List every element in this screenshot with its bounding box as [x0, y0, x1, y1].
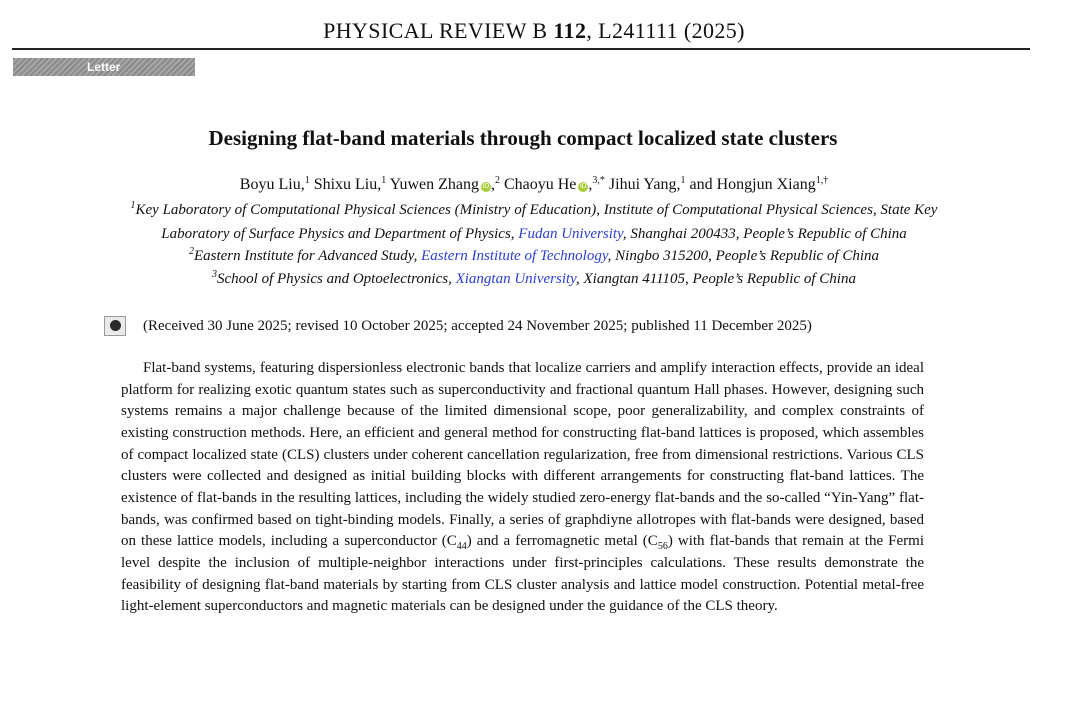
author-affil-mark: 1,† [815, 175, 829, 186]
affiliation-text: Laboratory of Surface Physics and Department of Physics, [161, 226, 519, 242]
affiliation-2 [0, 248, 1068, 265]
author-name[interactable]: Boyu Liu, [239, 176, 305, 193]
author-name[interactable]: Shixu Liu, [313, 176, 382, 193]
paper-title: Designing flat-band materials through compact localized state clusters [208, 126, 838, 150]
affiliation-text: School of Physics and Optoelectronics, [217, 271, 456, 287]
header-rule [12, 48, 1030, 50]
orcid-icon[interactable]: iD [482, 183, 490, 190]
crossmark-icon[interactable] [104, 316, 126, 336]
author-affil-mark: 1 [680, 175, 686, 186]
journal-volume: 112 [553, 18, 587, 43]
letter-tag: Letter [13, 58, 195, 76]
abstract-text: Flat-band systems, featuring dispersionless electronic bands that localize carriers and amplify interaction effects, provide an ideal platform for realizing exotic quantum states such as superconductivity and fractional quantum Hall phases. However, designing such systems remains a major challenge because of the limited dimensional scope, poor generalizability, and complex constraints of existing construction methods. Here, an efficient and general method for constructing flat-band lattices is proposed, which assembles of compact localized state (CLS) clusters under coherent cancellation regularization, free from dimensional restrictions. Various CLS clusters were collected and designed as initial building blocks with different arrangements for constructing flat-band lattices. The existence of flat-bands in the resulting lattices, including the widely studied zero-energy flat-bands and the so-called “Yin-Yang” flat-bands, was confirmed based on tight-binding models. Finally, a series of graphdiyne allotropes with flat-bands were designed, based on these lattice models, including a superconductor (C [121, 360, 924, 550]
author-affil-mark: 2 [494, 175, 500, 186]
abstract [121, 358, 924, 618]
abstract-text: ) with flat-bands that remain at the Fermi level despite the inclusion of multiple-neighbor interactions under first-principles calculations. These results demonstrate the feasibility of designing flat-band materials by starting from CLS cluster analysis and lattice model construction. Potential metal-free light-element superconductors and magnetic materials can be designed under the guidance of the CLS theory. [121, 533, 924, 615]
formula-subscript: 56 [657, 541, 668, 553]
author-list [0, 176, 1068, 194]
affiliation-number: 2 [188, 246, 194, 257]
author-separator: , [588, 176, 593, 193]
affiliation-text: , Ningbo 315200, People’s Republic of China [607, 248, 880, 264]
author-affil-mark: 1 [381, 175, 387, 186]
fudan-university-link[interactable]: Fudan University [518, 226, 623, 242]
affiliation-1 [0, 202, 1068, 219]
orcid-icon[interactable]: iD [580, 183, 587, 190]
author-name[interactable]: Jihui Yang, [608, 176, 681, 193]
affiliation-3 [0, 271, 1068, 288]
affiliation-number: 1 [130, 200, 136, 211]
affiliation-text: , Xiangtan 411105, People’s Republic of China [576, 271, 856, 287]
affiliation-text: Eastern Institute for Advanced Study, [193, 248, 422, 264]
author-name[interactable]: and Hongjun Xiang [689, 176, 816, 193]
received-dates: (Received 30 June 2025; revised 10 October 2025; accepted 24 November 2025; published 11 December 2025) [143, 318, 812, 334]
xiangtan-university-link[interactable]: Xiangtan University [455, 271, 576, 287]
author-name[interactable]: Chaoyu He [503, 176, 577, 193]
journal-citation: , L241111 (2025) [586, 18, 745, 43]
affiliation-number: 3 [212, 269, 218, 280]
eastern-institute-link[interactable]: Eastern Institute of Technology [421, 248, 608, 264]
received-row [0, 316, 1068, 338]
author-separator: , [490, 176, 495, 193]
abstract-text: ) and a ferromagnetic metal (C [466, 533, 658, 550]
affiliation-text: , Shanghai 200433, People’s Republic of China [622, 226, 907, 242]
affiliation-text: Key Laboratory of Computational Physical Sciences (Ministry of Education), Institute of Computational Physical Sciences, State Key [135, 202, 938, 218]
author-affil-mark: 1 [304, 175, 310, 186]
journal-header [0, 18, 1068, 44]
formula-subscript: 44 [456, 541, 467, 553]
journal-name: PHYSICAL REVIEW B [323, 18, 554, 43]
affiliation-1-cont [0, 226, 1068, 243]
author-affil-mark: 3,* [592, 175, 605, 186]
author-name[interactable]: Yuwen Zhang [389, 176, 479, 193]
